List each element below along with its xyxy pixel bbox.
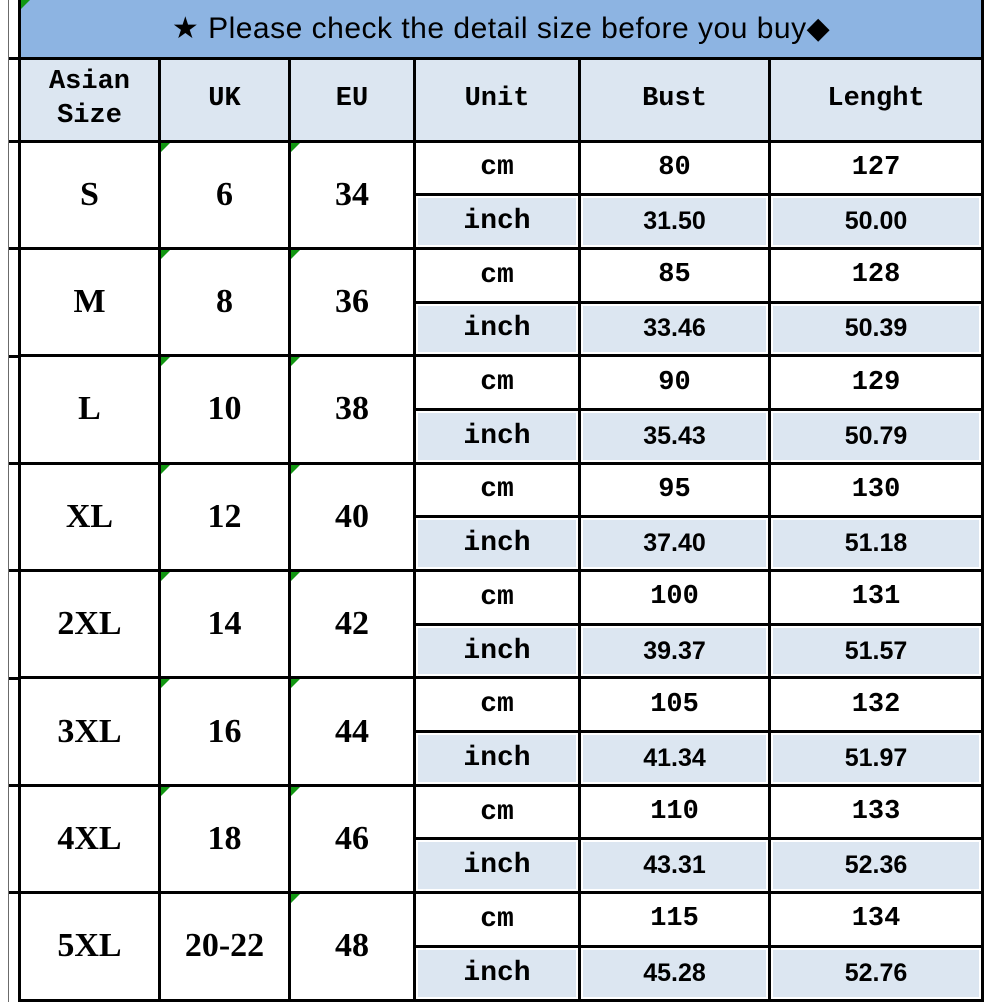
corner-marker-icon — [291, 679, 300, 688]
bust-cm-value: 100 — [580, 571, 770, 625]
bust-inch-value: 43.31 — [580, 839, 770, 893]
uk-cell: 18 — [160, 785, 290, 892]
header-unit: Unit — [415, 58, 580, 141]
size-cell: M — [20, 248, 160, 355]
size-cell: L — [20, 356, 160, 463]
length-cm-value: 128 — [770, 248, 983, 302]
bust-inch-value: 33.46 — [580, 302, 770, 356]
bust-inch-value: 37.40 — [580, 517, 770, 571]
uk-cell: 12 — [160, 463, 290, 570]
length-inch-value: 52.76 — [770, 946, 983, 1000]
eu-cell: 34 — [290, 141, 415, 248]
length-inch-value: 51.57 — [770, 624, 983, 678]
corner-marker-icon — [161, 143, 170, 152]
corner-marker-icon — [291, 357, 300, 366]
banner-cell — [20, 0, 983, 58]
header-bust: Bust — [580, 58, 770, 141]
unit-inch-label: inch — [415, 839, 580, 893]
corner-marker-icon — [291, 894, 300, 903]
header-asian-size: Asian Size — [20, 58, 160, 141]
size-row-l-cm — [20, 356, 983, 410]
banner-text: ★ Please check the detail size before you buy◆ — [171, 11, 831, 45]
column-header-row — [20, 58, 983, 141]
uk-cell: 8 — [160, 248, 290, 355]
corner-marker-icon — [291, 250, 300, 259]
unit-inch-label: inch — [415, 624, 580, 678]
length-cm-value: 132 — [770, 678, 983, 732]
bust-inch-value: 35.43 — [580, 409, 770, 463]
size-cell: S — [20, 141, 160, 248]
size-cell: 5XL — [20, 893, 160, 1000]
size-row-5xl-cm — [20, 893, 983, 947]
size-row-4xl-cm — [20, 785, 983, 839]
size-row-3xl-cm — [20, 678, 983, 732]
length-inch-value: 51.18 — [770, 517, 983, 571]
uk-cell: 16 — [160, 678, 290, 785]
bust-cm-value: 80 — [580, 141, 770, 195]
length-inch-value: 50.00 — [770, 195, 983, 249]
unit-inch-label: inch — [415, 195, 580, 249]
bust-cm-value: 115 — [580, 893, 770, 947]
unit-cm-label: cm — [415, 571, 580, 625]
length-cm-value: 134 — [770, 893, 983, 947]
unit-inch-label: inch — [415, 946, 580, 1000]
corner-marker-icon — [161, 679, 170, 688]
uk-cell: 6 — [160, 141, 290, 248]
length-inch-value: 50.39 — [770, 302, 983, 356]
size-cell: 4XL — [20, 785, 160, 892]
unit-inch-label: inch — [415, 302, 580, 356]
size-row-s-cm — [20, 141, 983, 195]
unit-cm-label: cm — [415, 356, 580, 410]
unit-inch-label: inch — [415, 409, 580, 463]
header-length: Lenght — [770, 58, 983, 141]
eu-cell: 46 — [290, 785, 415, 892]
eu-cell: 38 — [290, 356, 415, 463]
unit-cm-label: cm — [415, 141, 580, 195]
size-row-2xl-cm — [20, 571, 983, 625]
eu-cell: 42 — [290, 571, 415, 678]
unit-inch-label: inch — [415, 517, 580, 571]
banner — [20, 0, 983, 58]
corner-marker-icon — [161, 357, 170, 366]
length-cm-value: 127 — [770, 141, 983, 195]
length-cm-value: 129 — [770, 356, 983, 410]
bust-cm-value: 105 — [580, 678, 770, 732]
eu-cell: 40 — [290, 463, 415, 570]
bust-cm-value: 110 — [580, 785, 770, 839]
corner-marker-icon — [291, 572, 300, 581]
length-cm-value: 131 — [770, 571, 983, 625]
size-row-xl-cm — [20, 463, 983, 517]
unit-cm-label: cm — [415, 248, 580, 302]
bust-cm-value: 90 — [580, 356, 770, 410]
bust-inch-value: 39.37 — [580, 624, 770, 678]
size-cell: 3XL — [20, 678, 160, 785]
corner-marker-icon — [291, 465, 300, 474]
unit-inch-label: inch — [415, 732, 580, 786]
length-cm-value: 133 — [770, 785, 983, 839]
bust-cm-value: 85 — [580, 248, 770, 302]
header-eu: EU — [290, 58, 415, 141]
size-cell: XL — [20, 463, 160, 570]
unit-cm-label: cm — [415, 893, 580, 947]
uk-cell: 10 — [160, 356, 290, 463]
eu-cell: 36 — [290, 248, 415, 355]
unit-cm-label: cm — [415, 678, 580, 732]
length-inch-value: 52.36 — [770, 839, 983, 893]
corner-marker-icon — [291, 787, 300, 796]
corner-marker-icon — [291, 143, 300, 152]
corner-marker-icon — [161, 465, 170, 474]
bust-inch-value: 45.28 — [580, 946, 770, 1000]
size-cell: 2XL — [20, 571, 160, 678]
header-uk: UK — [160, 58, 290, 141]
length-inch-value: 50.79 — [770, 409, 983, 463]
length-inch-value: 51.97 — [770, 732, 983, 786]
unit-cm-label: cm — [415, 785, 580, 839]
bust-inch-value: 41.34 — [580, 732, 770, 786]
eu-cell: 44 — [290, 678, 415, 785]
uk-cell: 20-22 — [160, 893, 290, 1000]
corner-marker-icon — [161, 787, 170, 796]
uk-cell: 14 — [160, 571, 290, 678]
corner-marker-icon — [161, 250, 170, 259]
length-cm-value: 130 — [770, 463, 983, 517]
size-row-m-cm — [20, 248, 983, 302]
corner-marker-icon — [161, 572, 170, 581]
eu-cell: 48 — [290, 893, 415, 1000]
bust-cm-value: 95 — [580, 463, 770, 517]
unit-cm-label: cm — [415, 463, 580, 517]
size-chart-table — [18, 0, 984, 1002]
bust-inch-value: 31.50 — [580, 195, 770, 249]
corner-marker-icon — [21, 0, 30, 9]
